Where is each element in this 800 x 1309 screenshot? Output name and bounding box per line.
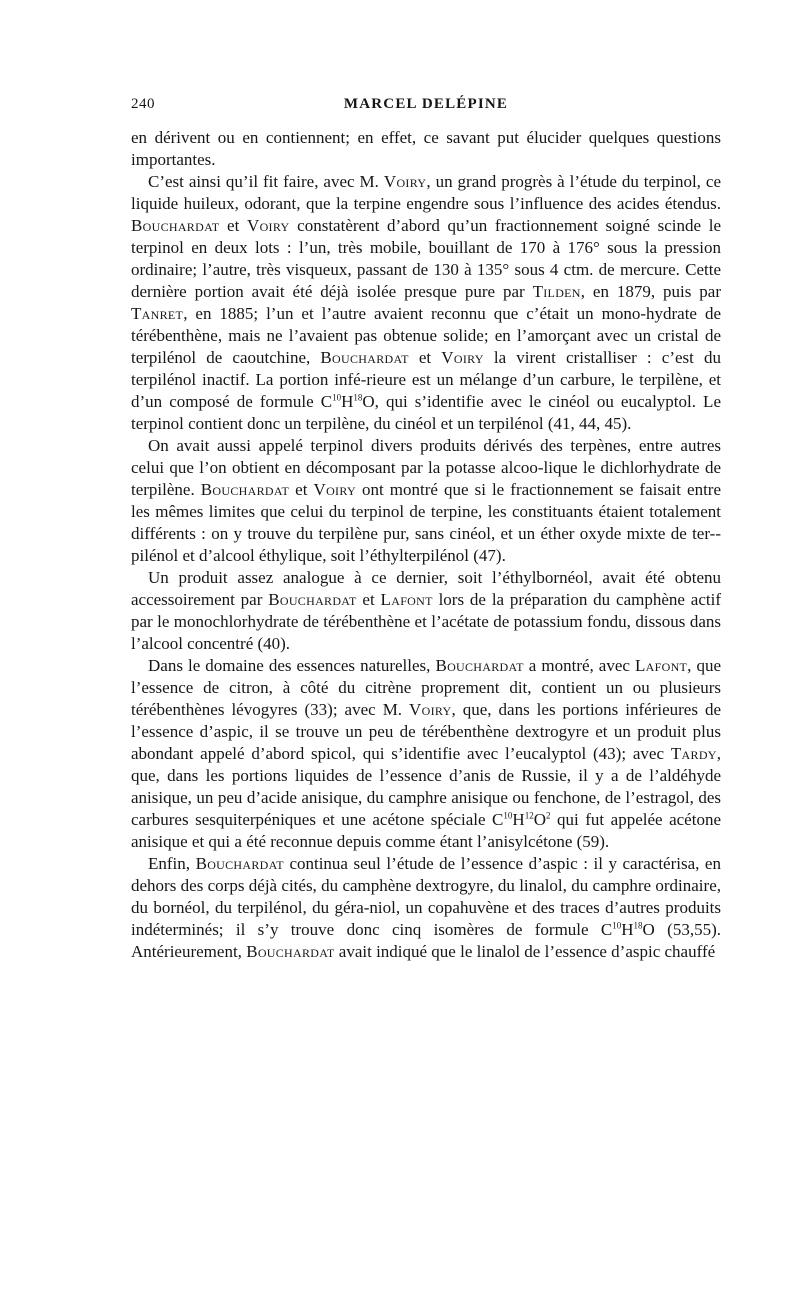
- paragraph: [131, 655, 721, 853]
- author-name: Voiry: [313, 480, 356, 499]
- page-header: [131, 96, 721, 118]
- text-run: ont montré que si le fractionnement se faisait entre les mêmes limites que celui du terpinol de terpine, les constituants étaient totalement différents : on y trouve du terpilène pur, sans cinéol, et un éther oxyde mixte de ter-pilénol et d’alcool éthylique, soit l’éthylterpilénol (47).: [131, 480, 721, 565]
- author-name: Lafont: [380, 590, 433, 609]
- text-run: Enfin,: [148, 854, 196, 873]
- superscript: 12: [524, 810, 534, 821]
- author-name: Bouchardat: [246, 942, 335, 961]
- author-name: Tardy: [670, 744, 717, 763]
- text-run: , que, dans les portions inférieures de l’essence d’aspic, il se trouve un peu de térébenthène dextrogyre et un produit plus abondant appelé d’abord spicol, qui s’identifie avec l’eucalyptol (43); avec: [131, 700, 721, 763]
- superscript: 10: [503, 810, 513, 821]
- text-run: Un produit assez analogue à ce dernier, soit l’éthylbornéol, avait été obtenu accessoirement par: [131, 568, 721, 609]
- author-name: Bouchardat: [195, 854, 284, 873]
- author-name: Voiry: [409, 700, 452, 719]
- paragraph: [131, 127, 721, 171]
- text-run: , que l’essence de citron, à côté du citrène proprement dit, contient un ou plusieurs térébenthènes lévogyres (33); avec M.: [131, 656, 721, 719]
- paragraph: [131, 171, 721, 435]
- text-run: O (53,55). Antérieurement,: [131, 920, 721, 961]
- author-name: Bouchardat: [435, 656, 524, 675]
- author-name: Tanret: [131, 304, 184, 323]
- author-name: Bouchardat: [131, 216, 220, 235]
- text-run: H: [341, 392, 354, 411]
- running-title: MARCEL DELÉPINE: [343, 96, 509, 112]
- paragraph: [131, 435, 721, 567]
- page-number: 240: [131, 96, 155, 112]
- author-name: Voiry: [383, 172, 427, 191]
- text-run: constatèrent d’abord qu’un fractionnement soigné scinde le terpinol en deux lots : l’un, très mobile, bouillant de 170 à 176° sous la pression ordinaire; l’autre, très visqueux, passant de 130 à 135° sous 4 ctm. de mercure. Cette dernière portion avait été déjà isolée presque pure par: [131, 216, 721, 301]
- superscript: 10: [332, 392, 342, 403]
- paragraph: [131, 853, 721, 963]
- text-run: , un grand progrès à l’étude du terpinol, ce liquide huileux, odorant, que la terpine engendre sous l’influence des acides étendus.: [131, 172, 721, 213]
- superscript: 10: [612, 920, 622, 931]
- text-run: , que, dans les portions liquides de l’essence d’anis de Russie, il y a de l’aldéhyde anisique, un peu d’acide anisique, du camphre anisique ou fenchone, de l’estragol, des carbures sesquiterpéniques et une acétone spéciale C: [131, 744, 721, 829]
- text-run: qui fut appelée acétone anisique et qui a été reconnue depuis comme étant l’anisylcétone (59).: [131, 810, 721, 851]
- text-run: et: [408, 348, 442, 367]
- paragraph: [131, 567, 721, 655]
- text-run: H: [512, 810, 525, 829]
- text-run: Dans le domaine des essences naturelles,: [148, 656, 436, 675]
- text-run: en dérivent ou en contiennent; en effet, ce savant put élucider quelques questions importantes.: [131, 128, 721, 169]
- text-run: et: [289, 480, 314, 499]
- text-run: , en 1885; l’un et l’autre avaient reconnu que c’était un mono-hydrate de térébenthène, mais ne l’avaient pas obtenue solide; en l’amorçant avec un cristal de terpilénol de caoutchine,: [131, 304, 721, 367]
- author-name: Bouchardat: [200, 480, 290, 499]
- body-text: [131, 127, 721, 963]
- superscript: 18: [633, 920, 643, 931]
- text-run: C’est ainsi qu’il fit faire, avec M.: [148, 172, 384, 191]
- text-run: O, qui s’identifie avec le cinéol ou eucalyptol. Le terpinol contient donc un terpilène, du cinéol et un terpilénol (41, 44, 45).: [131, 392, 721, 433]
- text-run: , en 1879, puis par: [580, 282, 721, 301]
- text-run: continua seul l’étude de l’essence d’aspic : il y caractérisa, en dehors des corps déjà cités, du camphène dextrogyre, du linalol, du camphre ordinaire, du bornéol, du terpilénol, du géra-niol, un copahuvène et des traces d’autres produits indéterminés; il s’y trouve donc cinq isomères de formule C: [131, 854, 721, 939]
- text-run: et: [356, 590, 381, 609]
- text-run: la virent cristalliser : c’est du terpilénol inactif. La portion infé-rieure est un mélange d’un carbure, le terpilène, et d’un composé de formule C: [131, 348, 721, 411]
- superscript: 18: [353, 392, 363, 403]
- text-run: lors de la préparation du camphène actif par le monochlorhydrate de térébenthène et l’acétate de potassium fondu, dissous dans l’alcool concentré (40).: [131, 590, 721, 653]
- author-name: Tilden: [532, 282, 581, 301]
- text-run: et: [219, 216, 248, 235]
- text-run: On avait aussi appelé terpinol divers produits dérivés des terpènes, entre autres celui que l’on obtient en décomposant par la potasse alcoo-lique le dichlorhydrate de terpilène.: [131, 436, 721, 499]
- text-run: avait indiqué que le linalol de l’essence d’aspic chauffé: [334, 942, 716, 961]
- text-run: O: [533, 810, 546, 829]
- text-run: H: [621, 920, 634, 939]
- text-run: a montré, avec: [523, 656, 635, 675]
- author-name: Voiry: [247, 216, 290, 235]
- author-name: Voiry: [441, 348, 484, 367]
- author-name: Lafont: [634, 656, 688, 675]
- author-name: Bouchardat: [268, 590, 357, 609]
- superscript: 2: [545, 810, 551, 821]
- author-name: Bouchardat: [320, 348, 409, 367]
